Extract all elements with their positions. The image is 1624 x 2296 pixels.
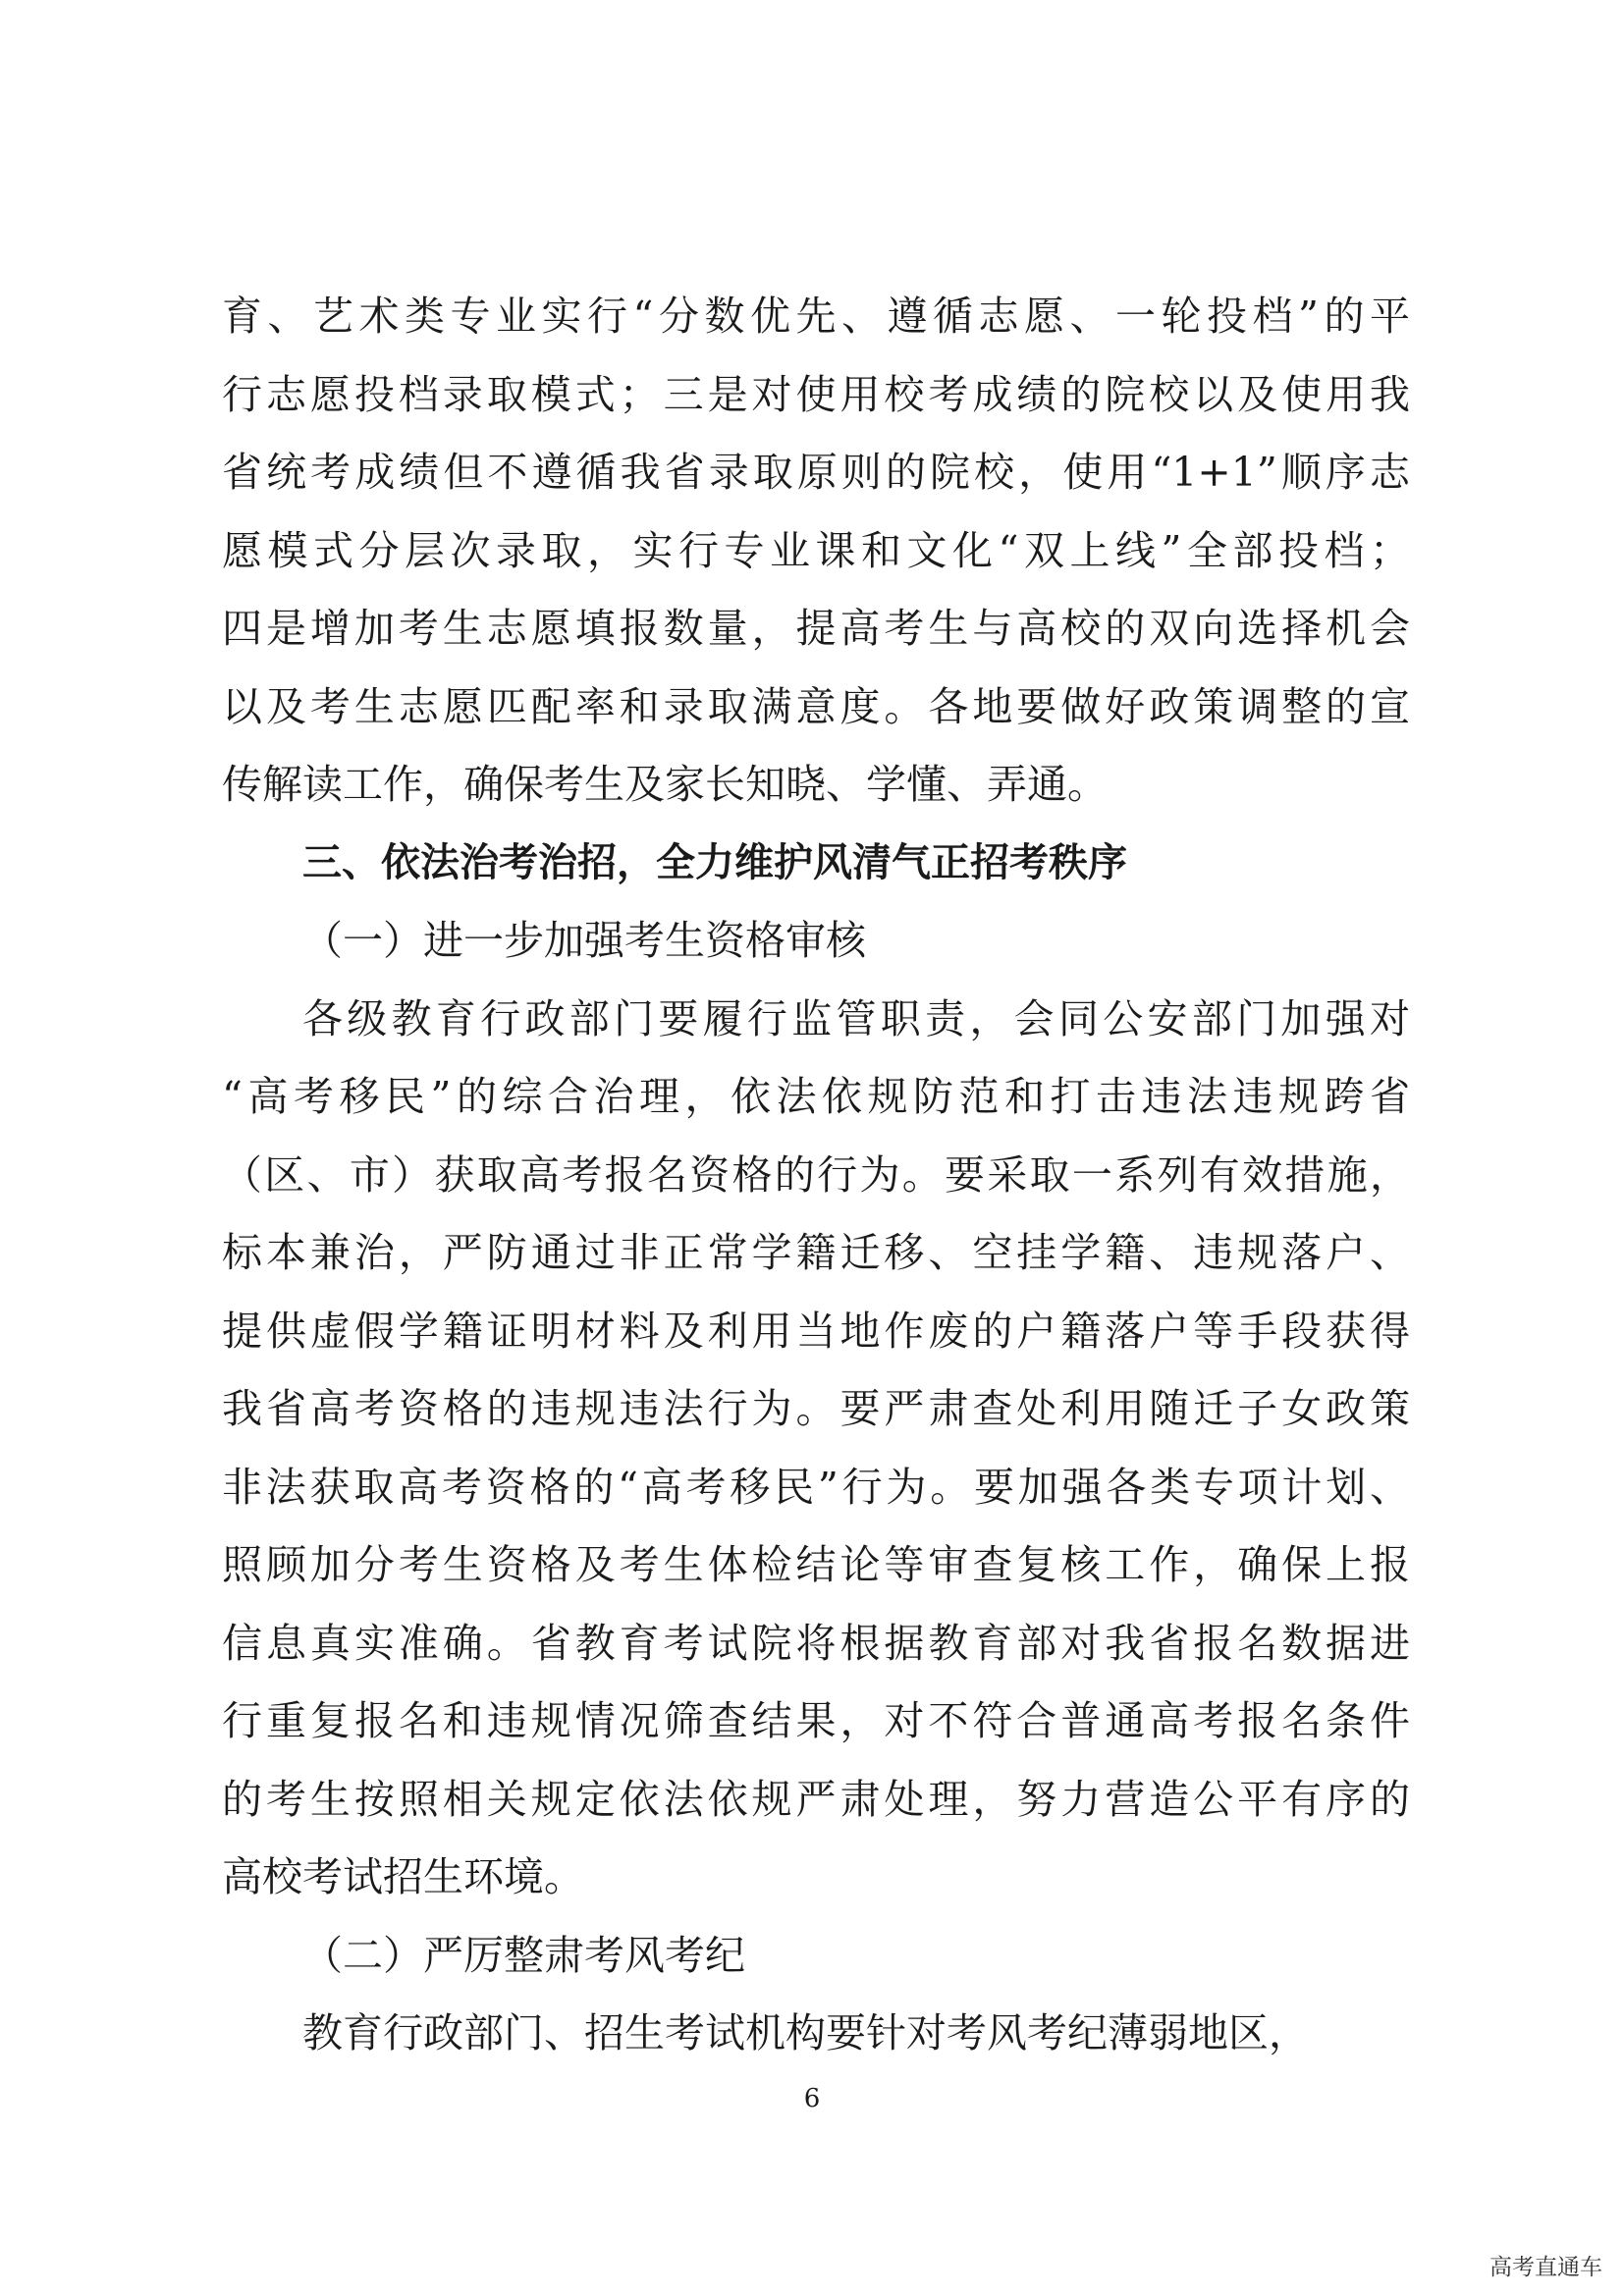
body-line-5: 四是增加考生志愿填报数量，提高考生与高校的双向选择机会 <box>222 605 1410 652</box>
body-line-20: 的考生按照相关规定依法依规严肃处理，努力营造公平有序的 <box>222 1775 1410 1823</box>
section-heading-3: 三、依法治考治招，全力维护风清气正招考秩序 <box>302 839 1127 885</box>
body-line-1: 育、艺术类专业实行“分数优先、遵循志愿、一轮投档”的平 <box>222 293 1410 340</box>
body-line-21: 高校考试招生环境。 <box>222 1853 584 1900</box>
body-line-4: 愿模式分层次录取，实行专业课和文化“双上线”全部投档； <box>222 526 1410 574</box>
body-line-3: 省统考成绩但不遵循我省录取原则的院校，使用“1+1”顺序志 <box>222 449 1410 496</box>
page-number: 6 <box>803 2084 821 2113</box>
body-line-13: 标本兼治，严防通过非正常学籍迁移、空挂学籍、违规落户、 <box>222 1229 1410 1276</box>
body-line-18: 信息真实准确。省教育考试院将根据教育部对我省报名数据进 <box>222 1619 1410 1667</box>
body-line-17: 照顾加分考生资格及考生体检结论等审查复核工作，确保上报 <box>222 1541 1410 1588</box>
subsection-heading-1: （一）进一步加强考生资格审核 <box>302 917 866 964</box>
watermark: 高考直通车 <box>1489 2255 1602 2280</box>
body-line-2: 行志愿投档录取模式；三是对使用校考成绩的院校以及使用我 <box>222 370 1410 418</box>
body-line-12: （区、市）获取高考报名资格的行为。要采取一系列有效措施， <box>222 1150 1410 1199</box>
body-line-15: 我省高考资格的违规违法行为。要严肃查处利用随迁子女政策 <box>222 1385 1410 1432</box>
body-line-10: 各级教育行政部门要履行监管职责，会同公安部门加强对 <box>302 994 1410 1042</box>
body-line-7: 传解读工作，确保考生及家长知晓、学懂、弄通。 <box>222 761 1108 808</box>
body-line-16: 非法获取高考资格的“高考移民”行为。要加强各类专项计划、 <box>222 1463 1410 1511</box>
subsection-heading-2: （二）严厉整肃考风考纪 <box>302 1931 745 1979</box>
body-line-6: 以及考生志愿匹配率和录取满意度。各地要做好政策调整的宣 <box>222 682 1410 730</box>
body-line-19: 行重复报名和违规情况筛查结果，对不符合普通高考报名条件 <box>222 1697 1410 1744</box>
body-line-11: “高考移民”的综合治理，依法依规防范和打击违法违规跨省 <box>222 1073 1410 1120</box>
body-line-14: 提供虚假学籍证明材料及利用当地作废的户籍落户等手段获得 <box>222 1307 1410 1355</box>
body-line-23: 教育行政部门、招生考试机构要针对考风考纪薄弱地区， <box>302 2009 1309 2056</box>
